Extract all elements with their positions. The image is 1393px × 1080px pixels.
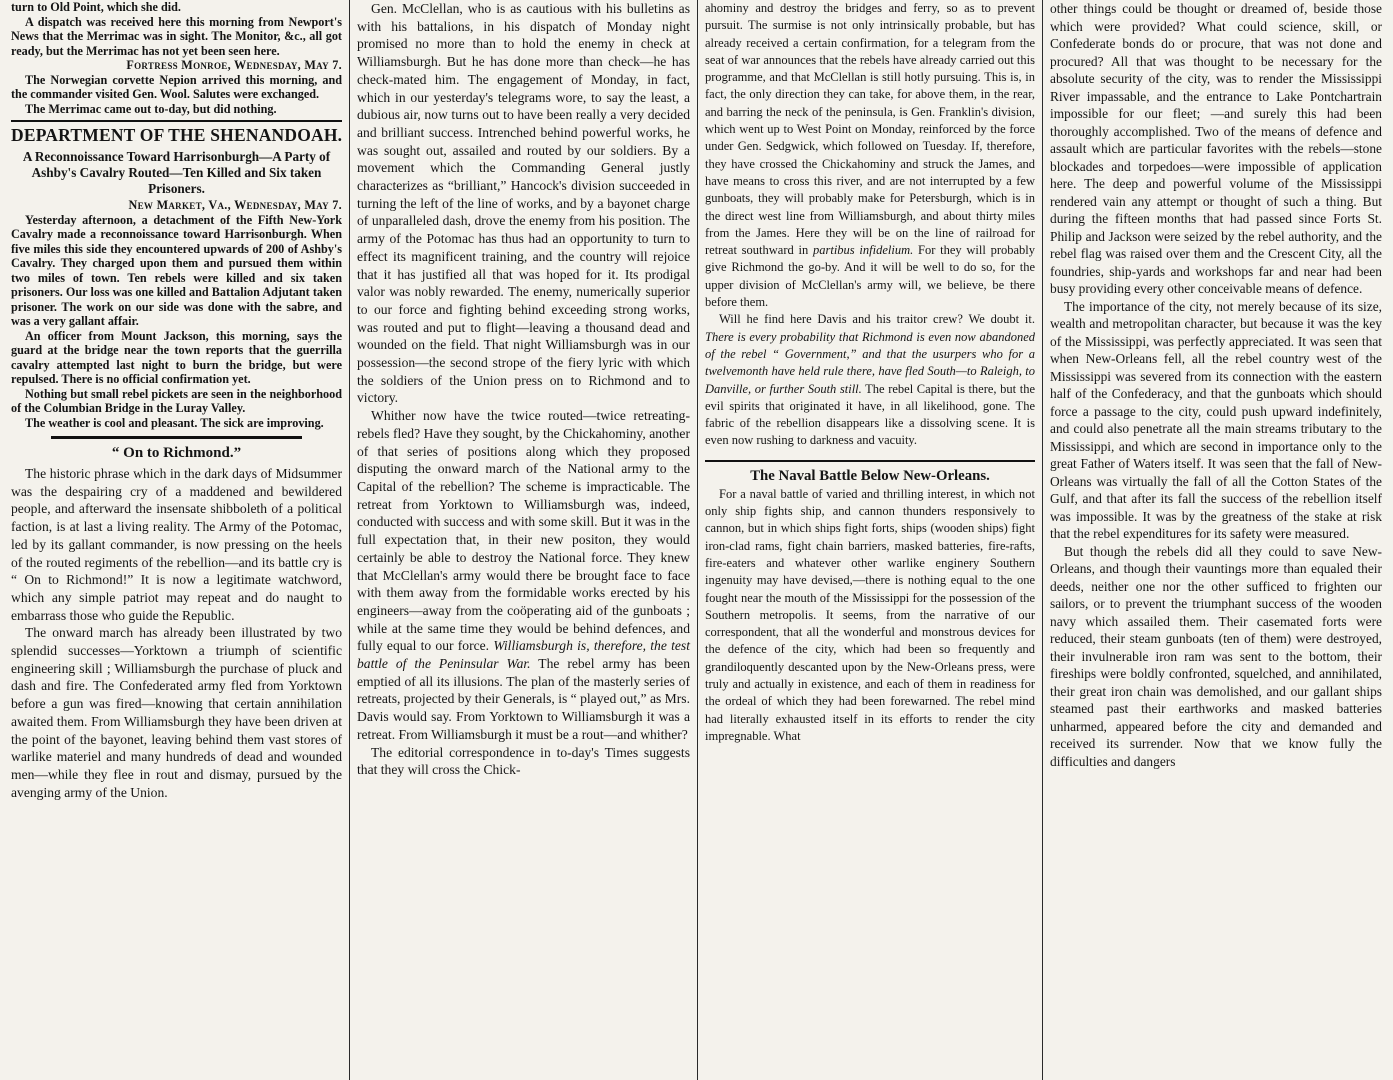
para2-end-text: The rebel Capital is there, but the evil spirits that originated it have, in all likelihood, gone. The fabric of the rebellion disappears like a dissolving scene. It is even now rushing to darkness and vacuity. [705, 381, 1035, 448]
column-4 [1042, 0, 1389, 1080]
para1-text: ahominy and destroy the bridges and ferry, so as to prevent pursuit. The surmise is not only intrinsically probable, but has already received a certain confirmation, for a telegram from the seat of war announces that the rebels have already carried out this programme, and that McClellan is still hotly pursuing. This is, in fact, the only direction they can take, for above them, in the rear, and barring the neck of the peninsula, is Gen. Franklin's division, which went up to West Point on Monday, reinforced by the force under Gen. Sedgwick, which followed on Tuesday. If, therefore, they have crossed the Chickahominy and struck the James, and have means to cross this river, and are not interrupted by a few gunboats, they will probably make for Petersburgh, which is in the direct west line from Williamsburgh, and about thirty miles from the James. Here they will be on the line of railroad for retreat southward in [705, 1, 1035, 258]
shenandoah-paragraph-4: The weather is cool and pleasant. The sick are improving. [25, 415, 324, 430]
dateline-fortress-monroe: Fortress Monroe, Wednesday, May 7. [126, 58, 342, 72]
dispatch-merrimac-nothing: The Merrimac came out to-day, but did nothing. [25, 101, 277, 116]
para1-italic-text: partibus infidelium. [812, 243, 914, 258]
naval-paragraph-1: For a naval battle of varied and thrilling interest, in which not only ship fights ship, and cannon thunders responsively to cannon, but in which ships fight forts, ships (wooden ships) fight iron-clad rams, fight chain barriers, masked batteries, fire-rafts, fire-eaters and whatever other warlike enginery Southern ingenuity may have devised,—there is nothing equal to the one fought near the mouth of the Mississippi for the possession of the Southern metropolis. It seems, from the narrative of our correspondent, that all the wonderful and monstrous devices for the defence of the city, which had been so frequently and grandiloquently descanted upon by the New-Orleans press, were truly and actually in existence, and each of them in readiness for the ordeal of which they had been forewarned. The rebel mind had literally exhausted itself in its efforts to render the city impregnable. What [705, 486, 1035, 743]
dispatch-merrimac-sighted: A dispatch was received here this morning from Newport's News that the Merrimac was in sight. The Monitor, &c., all got ready, but the Merrimac has not yet been seen here. [11, 14, 342, 58]
column3-paragraph-2 [705, 311, 1035, 449]
shenandoah-paragraph-1: Yesterday afternoon, a detachment of the Fifth New-York Cavalry made a reconnoissance toward Harrisonburgh. When five miles this side they encountered upwards of 200 of Ashby's Cavalry. They charged upon them and pursued them within two miles of town. Ten rebels were killed and six taken prisoners. Our loss was one killed and Battalion Adjutant taken prisoner. The work on our side was done with the sabre, and was a very gallant affair. [11, 212, 342, 328]
column-3 [697, 0, 1042, 1080]
column2-paragraph-1: Gen. McClellan, who is as cautious with his bulletins as with his battalions, in his dispatch of Monday night promised no more than to hold the enemy in check at Williamsburgh. But he has done more than check—he has check-mated him. The engagement of Monday, in fact, which in our yesterday's telegrams wore, to say the least, a dubious air, now turns out to have been really a very decided and brilliant success. Intrenched behind powerful works, he was sought out, assailed and routed by our soldiers. By a movement which the Commanding General justly characterizes as “brilliant,” Hancock's division succeeded in turning the left of the line of works, and by a bayonet charge of unparalleled dash, drove the enemy from his position. The army of the Potomac has thus had an opportunity to turn to effect its magnificent training, and the country will rejoice that it has justified all that was hoped for it. Its prodigal valor was nobly rewarded. The enemy, numerically superior to our force and fighting behind exceeding strong works, was routed and put to flight—leaving a thousand dead and wounded on the field. That night Williamsburgh was in our possession—the second strope of the fiery lyric with which the soldiers of the Union press on to Richmond and to victory. [357, 1, 690, 406]
richmond-paragraph-2: The onward march has already been illustrated by two splendid successes—Yorktown a triumph of scientific engineering skill ; Williamsburgh the purchase of pluck and dash and fire. The Confederated army fled from Yorktown before a gun was fired—knowing that certain annihilation awaited them. From Williamsburgh they have been driven at the point of the bayonet, leaving behind them vast stores of warlike materiel and many hundreds of dead and wounded men—while they flee in rout and dismay, pursued by the avenging army of the Union. [11, 625, 342, 800]
dispatch-norwegian-corvette: The Norwegian corvette Nepion arrived this morning, and the commander visited Gen. Wool. Salutes were exchanged. [11, 72, 342, 101]
column-1 [4, 0, 349, 1080]
column4-paragraph-2: The importance of the city, not merely because of its size, wealth and metropolitan character, but because it was the key of the Mississippi, was perfectly appreciated. It was seen that when New-Orleans fell, all the rebel country west of the Mississippi was severed from its connection with the eastern half of the Confederacy, and that the gunboats which should force a passage to the city, could push upward indefinitely, and could also penetrate all the main streams tributary to the Mississippi, and which are second in importance only to the great Father of Waters itself. It was seen that the fall of New-Orleans was virtually the fall of all the Cotton States of the Gulf, and that after its fall the success of the rebellion itself was impossible. It was by the greatness of the stake at risk that the rebel expenditures for its safety were measured. [1050, 298, 1382, 541]
column2-paragraph-2 [357, 407, 690, 743]
column4-paragraph-3: But though the rebels did all they could to save New-Orleans, and though their vauntings more than equaled their deeds, neither one nor the other sufficed to frighten our sailors, or to prevent the triumphant success of the wooden navy which assailed them. Their casemated forts were reduced, their steam gunboats (ten of them) were destroyed, their invulnerable iron ram was sent to the bottom, their fireships were boldly confronted, squelched, and annihilated, their great iron chain was demolished, and our gallant ships steamed past their earthworks and masked batteries unharmed, appeared before the city and demanded and received its surrender. Now that we know fully the difficulties and dangers [1050, 543, 1382, 769]
para1-end-text: For they will probably give Richmond the go-by. And it will be well to do so, for the upper division of McClellan's army will, we believe, be there before them. [705, 243, 1036, 310]
para2-end-text: The rebel army has been emptied of all its illusions. The plan of the masterly series of retreats, projected by their Generals, is “ played out,” as Mrs. Davis would say. From Yorktown to Williamsburgh it was a retreat. From Williamsburgh it must be a rout—and whither? [357, 656, 690, 742]
para2-start-text: Will he find here Davis and his traitor crew? We doubt it. [719, 312, 1035, 327]
shenandoah-paragraph-2: An officer from Mount Jackson, this morning, says the guard at the bridge near the town reports that the guerrilla cavalry attempted last night to burn the bridge, but were repulsed. There is no official confirmation yet. [11, 328, 342, 386]
article-title-on-to-richmond: “ On to Richmond.” [111, 445, 242, 461]
shenandoah-paragraph-3: Nothing but small rebel pickets are seen in the neighborhood of the Columbian Bridge in the Luray Valley. [11, 386, 342, 415]
column3-paragraph-1 [705, 0, 1035, 311]
subheading-reconnoissance: A Reconnoissance Toward Harrisonburgh—A Party of Ashby's Cavalry Routed—Ten Killed and Six taken Prisoners. [22, 149, 331, 196]
dateline-new-market: New Market, Va., Wednesday, May 7. [128, 198, 342, 212]
richmond-paragraph-1: The historic phrase which in the dark days of Midsummer was the despairing cry of a maddened and bewildered people, and afterward the insensate shibboleth of a political faction, is at last a living reality. The Army of the Potomac, led by its gallant commander, is now pressing on the heels of the routed regiments of the rebellion—and its battle cry is “ On to Richmond!” It is now a legitimate watchword, which any simple patriot may repeat and do naught to embarrass those who guide the Republic. [11, 466, 342, 623]
para2-text: Whither now have the twice routed—twice retreating-rebels fled? Have they sought, by the Chickahominy, another of that series of positions along which they proposed disputing the onward march of the National army to the Capital of the rebellion? The scheme is impracticable. The retreat from Yorktown to Williamsburgh was, indeed, conducted with success and with some skill. But it was in the full expectation that, in their new positon, they would certainly be able to destroy the National force. They knew that McClellan's army would there be brought face to face with them away from the formidable works erected by his engineers—away from the coöperating aid of the gunboats ; while at the same time they would be behind defences, and fully equal to our force. [357, 408, 691, 654]
column2-paragraph-3: The editorial correspondence in to-day's Times suggests that they will cross the Chick- [357, 744, 690, 778]
department-heading: DEPARTMENT OF THE SHENANDOAH. [11, 120, 342, 146]
column-2 [349, 0, 697, 1080]
para2-italic-text: Williamsburgh is, therefore, the test battle of the Peninsular War. [357, 638, 691, 672]
article-title-naval-battle: The Naval Battle Below New-Orleans. [705, 460, 1035, 486]
section-divider [51, 436, 302, 439]
column4-paragraph-1: other things could be thought or dreamed of, beside those which were provided? What could science, skill, or Confederate bonds do or procure, that was not done and procured? All that was thought to be necessary for the absolute security of the city, was to render the Mississippi River impassable, and the entrance to Lake Pontchartrain impossible for our fleet; —and surely this had been thoroughly accomplished. Two of the means of defence and assault which are particular favorites with the rebels—stone blockades and torpedoes—were impossible of application here. The deep and powerful volume of the Mississippi rendered vain any attempt or thought of such a thing. But during the fifteen months that had passed since Forts St. Philip and Jackson were seized by the rebel authority, and the rebel flag was raised over them and the Crescent City, all the foundries, ship-yards and workshops far and near had been busy providing every other conceivable means of defence. [1050, 1, 1382, 296]
para2-italic-text: There is every probability that Richmond is even now abandoned of the rebel “ Government,” and that the usurpers who for a twelvemonth have held rule there, have fled South—to Raleigh, to Danville, or further South still. [705, 329, 1035, 396]
dispatch-fragment: turn to Old Point, which she did. [11, 0, 181, 14]
